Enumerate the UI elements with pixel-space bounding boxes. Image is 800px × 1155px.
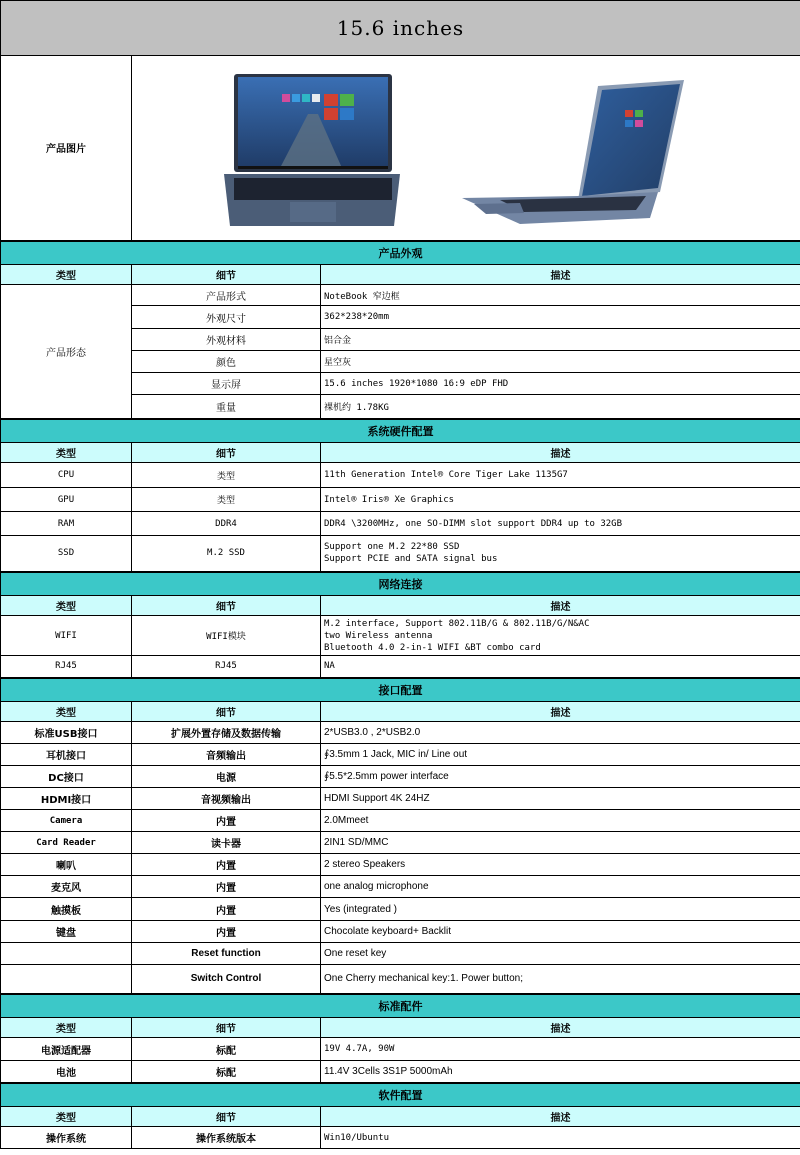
spec-desc: One reset key bbox=[321, 943, 800, 965]
header-desc: 描述 bbox=[321, 596, 800, 616]
spec-desc: 裸机约 1.78KG bbox=[321, 395, 800, 419]
section-title-hardware: 系统硬件配置 bbox=[1, 419, 800, 443]
header-desc: 描述 bbox=[321, 443, 800, 463]
image-label: 产品图片 bbox=[1, 56, 132, 241]
spec-type: RAM bbox=[1, 512, 132, 536]
spec-type: 电源适配器 bbox=[1, 1038, 132, 1061]
header-detail: 细节 bbox=[132, 265, 321, 285]
spec-detail: 颜色 bbox=[132, 351, 321, 373]
spec-desc: 362*238*20mm bbox=[321, 306, 800, 329]
spec-detail: DDR4 bbox=[132, 512, 321, 536]
spec-desc: 19V 4.7A, 90W bbox=[321, 1038, 800, 1061]
header-type: 类型 bbox=[1, 596, 132, 616]
spec-type: 麦克风 bbox=[1, 876, 132, 898]
header-detail: 细节 bbox=[132, 702, 321, 722]
spec-detail: 重量 bbox=[132, 395, 321, 419]
spec-desc: DDR4 \3200MHz, one SO-DIMM slot support DDR4 up to 32GB bbox=[321, 512, 800, 536]
appearance-group: 产品形态 bbox=[1, 285, 132, 419]
spec-type: GPU bbox=[1, 488, 132, 512]
spec-detail: 内置 bbox=[132, 898, 321, 921]
spec-type: DC接口 bbox=[1, 766, 132, 788]
spec-detail: Reset function bbox=[132, 943, 321, 965]
spec-detail: 内置 bbox=[132, 876, 321, 898]
spec-detail: 内置 bbox=[132, 921, 321, 943]
spec-desc: Chocolate keyboard+ Backlit bbox=[321, 921, 800, 943]
spec-desc: 2*USB3.0 , 2*USB2.0 bbox=[321, 722, 800, 744]
spec-type: 标准USB接口 bbox=[1, 722, 132, 744]
laptop-side-image bbox=[460, 80, 686, 225]
header-detail: 细节 bbox=[132, 1107, 321, 1127]
spec-desc: One Cherry mechanical key:1. Power button; bbox=[321, 965, 800, 994]
product-images bbox=[132, 56, 800, 241]
spec-desc: NoteBook 窄边框 bbox=[321, 285, 800, 306]
header-desc: 描述 bbox=[321, 1018, 800, 1038]
header-type: 类型 bbox=[1, 1018, 132, 1038]
spec-type: SSD bbox=[1, 536, 132, 572]
spec-detail: 外观材料 bbox=[132, 329, 321, 351]
spec-detail: 音频输出 bbox=[132, 744, 321, 766]
spec-detail: 扩展外置存储及数据传输 bbox=[132, 722, 321, 744]
spec-detail: 外观尺寸 bbox=[132, 306, 321, 329]
spec-type: HDMI接口 bbox=[1, 788, 132, 810]
section-title-software: 软件配置 bbox=[1, 1083, 800, 1107]
section-title-network: 网络连接 bbox=[1, 572, 800, 596]
spec-detail: 标配 bbox=[132, 1061, 321, 1083]
spec-desc: 2IN1 SD/MMC bbox=[321, 832, 800, 854]
header-type: 类型 bbox=[1, 702, 132, 722]
spec-type: 键盘 bbox=[1, 921, 132, 943]
spec-detail: 显示屏 bbox=[132, 373, 321, 395]
spec-detail: 读卡器 bbox=[132, 832, 321, 854]
spec-type: 电池 bbox=[1, 1061, 132, 1083]
spec-detail: 类型 bbox=[132, 488, 321, 512]
spec-desc: ∮5.5*2.5mm power interface bbox=[321, 766, 800, 788]
spec-detail: 内置 bbox=[132, 854, 321, 876]
spec-desc: M.2 interface, Support 802.11B/G & 802.11B/G/N&AC two Wireless antenna Bluetooth 4.0 2-in-1 WIFI &BT combo card bbox=[321, 616, 800, 656]
spec-desc: 铝合金 bbox=[321, 329, 800, 351]
spec-desc: 2.0Mmeet bbox=[321, 810, 800, 832]
spec-detail: M.2 SSD bbox=[132, 536, 321, 572]
spec-desc: Intel® Iris® Xe Graphics bbox=[321, 488, 800, 512]
header-detail: 细节 bbox=[132, 443, 321, 463]
header-type: 类型 bbox=[1, 265, 132, 285]
spec-type bbox=[1, 965, 132, 994]
header-type: 类型 bbox=[1, 443, 132, 463]
spec-type: 喇叭 bbox=[1, 854, 132, 876]
section-title-accessories: 标准配件 bbox=[1, 994, 800, 1018]
spec-desc: 星空灰 bbox=[321, 351, 800, 373]
spec-detail: Switch Control bbox=[132, 965, 321, 994]
header-detail: 细节 bbox=[132, 596, 321, 616]
section-title-ports: 接口配置 bbox=[1, 678, 800, 702]
spec-detail: RJ45 bbox=[132, 656, 321, 678]
spec-type: 操作系统 bbox=[1, 1127, 132, 1149]
spec-type: CPU bbox=[1, 463, 132, 488]
spec-desc: NA bbox=[321, 656, 800, 678]
spec-type: Card Reader bbox=[1, 832, 132, 854]
header-desc: 描述 bbox=[321, 702, 800, 722]
spec-type: 触摸板 bbox=[1, 898, 132, 921]
spec-type: WIFI bbox=[1, 616, 132, 656]
spec-detail: 操作系统版本 bbox=[132, 1127, 321, 1149]
spec-desc: 15.6 inches 1920*1080 16:9 eDP FHD bbox=[321, 373, 800, 395]
spec-desc: ∮3.5mm 1 Jack, MIC in/ Line out bbox=[321, 744, 800, 766]
section-title-appearance: 产品外观 bbox=[1, 241, 800, 265]
spec-desc: 11.4V 3Cells 3S1P 5000mAh bbox=[321, 1061, 800, 1083]
spec-type: 耳机接口 bbox=[1, 744, 132, 766]
spec-desc: HDMI Support 4K 24HZ bbox=[321, 788, 800, 810]
spec-detail: 标配 bbox=[132, 1038, 321, 1061]
spec-desc: one analog microphone bbox=[321, 876, 800, 898]
header-type: 类型 bbox=[1, 1107, 132, 1127]
page-title: 15.6 inches bbox=[1, 1, 800, 56]
header-detail: 细节 bbox=[132, 1018, 321, 1038]
spec-desc: Win10/Ubuntu bbox=[321, 1127, 800, 1149]
header-desc: 描述 bbox=[321, 1107, 800, 1127]
spec-detail: WIFI模块 bbox=[132, 616, 321, 656]
spec-type: RJ45 bbox=[1, 656, 132, 678]
spec-detail: 产品形式 bbox=[132, 285, 321, 306]
spec-detail: 类型 bbox=[132, 463, 321, 488]
spec-desc: Yes (integrated ) bbox=[321, 898, 800, 921]
laptop-front-image bbox=[220, 74, 405, 229]
spec-type bbox=[1, 943, 132, 965]
spec-detail: 电源 bbox=[132, 766, 321, 788]
header-desc: 描述 bbox=[321, 265, 800, 285]
spec-desc: 2 stereo Speakers bbox=[321, 854, 800, 876]
spec-desc: Support one M.2 22*80 SSD Support PCIE and SATA signal bus bbox=[321, 536, 800, 572]
spec-desc: 11th Generation Intel® Core Tiger Lake 1135G7 bbox=[321, 463, 800, 488]
spec-type: Camera bbox=[1, 810, 132, 832]
spec-detail: 内置 bbox=[132, 810, 321, 832]
spec-detail: 音视频输出 bbox=[132, 788, 321, 810]
